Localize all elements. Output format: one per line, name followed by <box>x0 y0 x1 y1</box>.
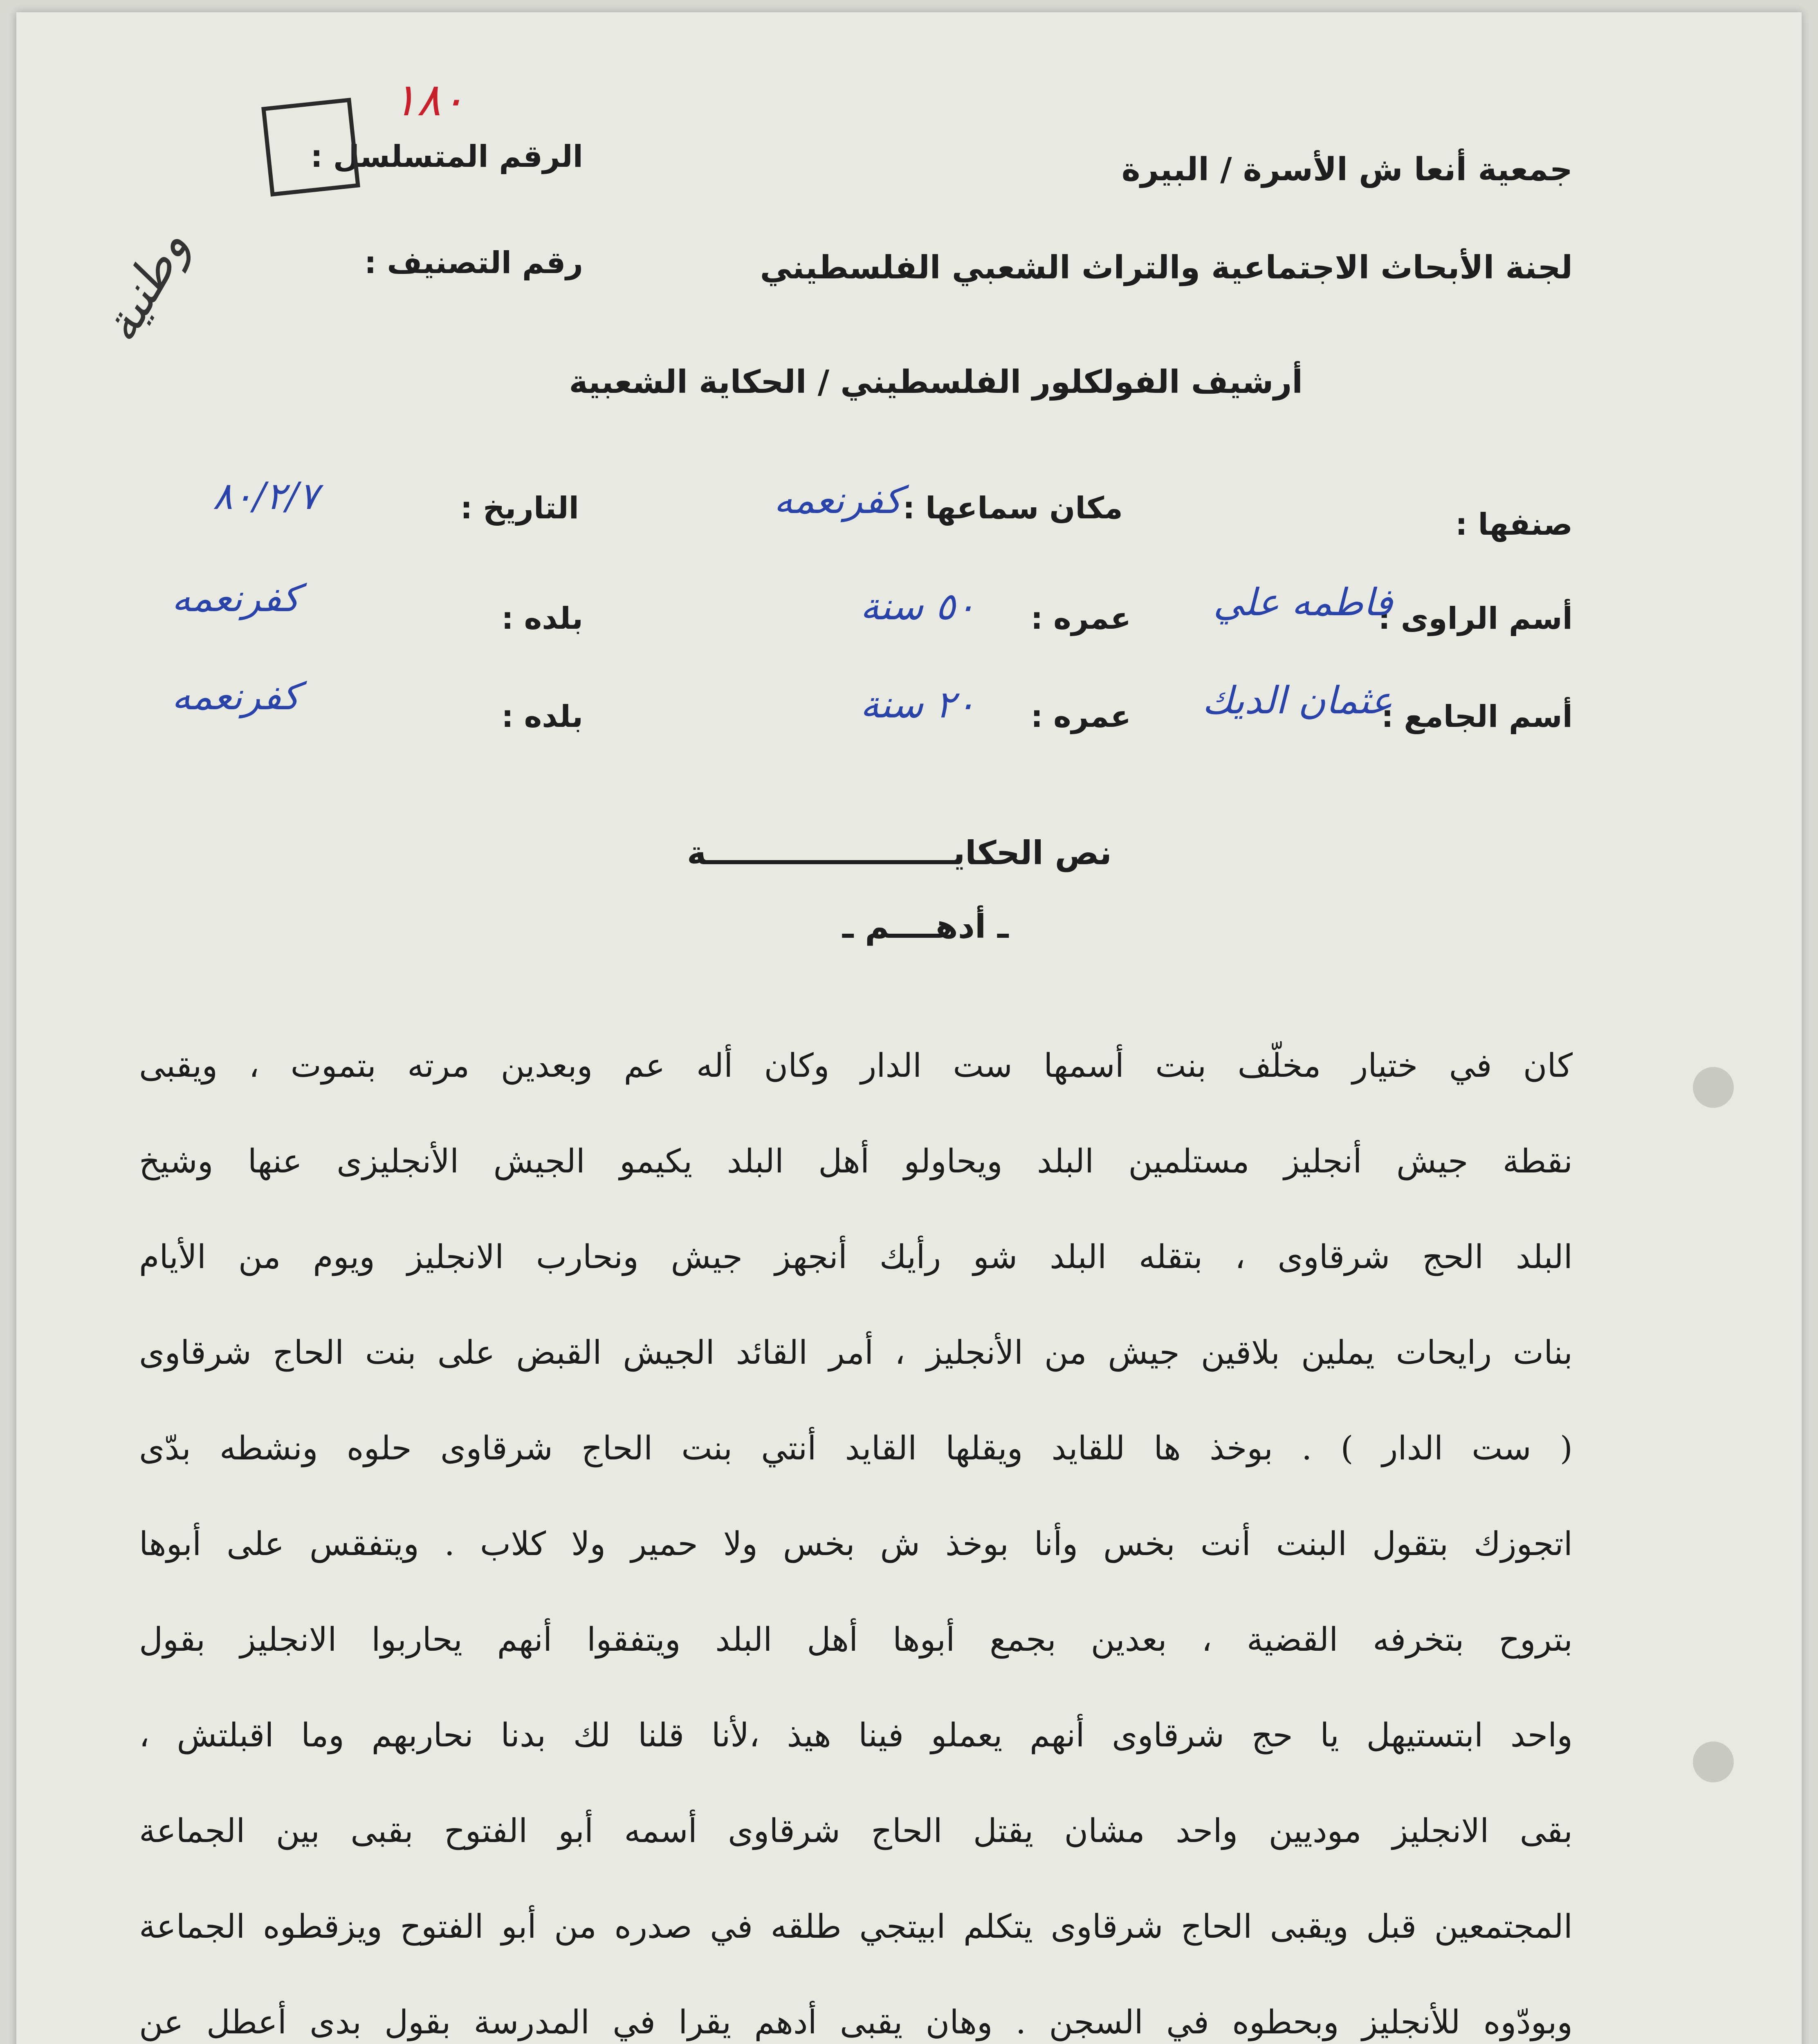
date-value: ٨٠/٢/٧ <box>213 474 319 518</box>
archive-name: أرشيف الفولكلور الفلسطيني / الحكاية الشعبية <box>569 364 1303 401</box>
narrator-label: أسم الراوى : <box>1378 601 1573 636</box>
collector-age-label: عمره : <box>1030 699 1131 734</box>
story-line: وبودّوه للأنجليز وبحطوه في السجن . وهان يقبى أدهم يقرا في المدرسة بقول بدى أعطل عن <box>139 2003 1573 2041</box>
narrator-age-value: ٥٠ سنة <box>860 585 976 628</box>
serial-box-mark <box>261 98 360 197</box>
story-line: ( ست الدار ) . بوخذ ها للقايد ويقلها القايد أنتي بنت الحاج شرقاوى حلوه ونشطه بدّى <box>139 1429 1573 1467</box>
story-line: اتجوزك بتقول البنت أنت بخس وأنا بوخذ ش بخس ولا حمير ولا كلاب . ويتفقس على أبوها <box>139 1525 1573 1563</box>
margin-note: وطنية <box>91 220 200 352</box>
committee-name: لجنة الأبحاث الاجتماعية والتراث الشعبي الفلسطيني <box>760 249 1573 286</box>
document-sheet <box>16 12 1802 2044</box>
serial-number: ١٨٠ <box>393 74 465 126</box>
story-line: المجتمعين قبل ويقبى الحاج شرقاوى يتكلم ابيتجي طلقه في صدره من أبو الفتوح ويزقطوه الجماعة <box>139 1907 1573 1945</box>
story-line: بقى الانجليز موديين واحد مشان يقتل الحاج شرقاوى أسمه أبو الفتوح بقبى بين الجماعة <box>139 1812 1573 1850</box>
story-line: كان في ختيار مخلّف بنت أسمها ست الدار وكان أله عم وبعدين مرته بتموت ، ويقبى <box>139 1047 1573 1085</box>
narrator-age-label: عمره : <box>1030 601 1131 636</box>
punch-hole-bottom <box>1693 1741 1734 1782</box>
story-line: البلد الحج شرقاوى ، بتقله البلد شو رأيك أنجهز جيش ونحارب الانجليز ويوم من الأيام <box>139 1238 1573 1276</box>
narrator-town-label: بلده : <box>501 601 583 636</box>
story-body <box>139 1018 1573 2044</box>
classification-label: رقم التصنيف : <box>364 245 583 280</box>
date-label: التاريخ : <box>460 491 579 526</box>
place-value: كفرنعمه <box>774 478 902 522</box>
story-heading: نص الحكايــــــــــــــــــــــة <box>687 834 1112 872</box>
narrator-town-value: كفرنعمه <box>172 576 300 620</box>
collector-value: عثمان الديك <box>1202 679 1393 722</box>
collector-town-label: بلده : <box>501 699 583 734</box>
collector-label: أسم الجامع : <box>1381 699 1573 734</box>
association-name: جمعية أنعا ش الأسرة / البيرة <box>1121 151 1573 188</box>
story-line: بنات رايحات يملين بلاقين جيش من الأنجليز ، أمر القائد الجيش القبض على بنت الحاج شرقاوى <box>139 1334 1573 1372</box>
collector-age-value: ٢٠ سنة <box>860 683 976 726</box>
story-line: بتروح بتخرفه القضية ، بعدين بجمع أبوها أهل البلد ويتفقوا أنهم يحاربوا الانجليز بقول <box>139 1620 1573 1659</box>
punch-hole-top <box>1693 1067 1734 1108</box>
narrator-value: فاطمه علي <box>1213 580 1393 624</box>
collector-town-value: كفرنعمه <box>172 675 300 718</box>
type-label: صنفها : <box>1455 507 1573 542</box>
story-title: ـ أدهــــم ـ <box>842 908 1009 946</box>
serial-label: الرقم المتسلسل : <box>310 139 583 174</box>
story-line: نقطة جيش أنجليز مستلمين البلد ويحاولو أهل البلد يكيمو الجيش الأنجليزى عنها وشيخ <box>139 1142 1573 1180</box>
place-label: مكان سماعها : <box>902 491 1123 526</box>
story-line: واحد ابتستيهل يا حج شرقاوى أنهم يعملو فينا هيذ ،لأنا قلنا لك بدنا نحاربهم وما اقبلتش ، <box>139 1716 1573 1754</box>
